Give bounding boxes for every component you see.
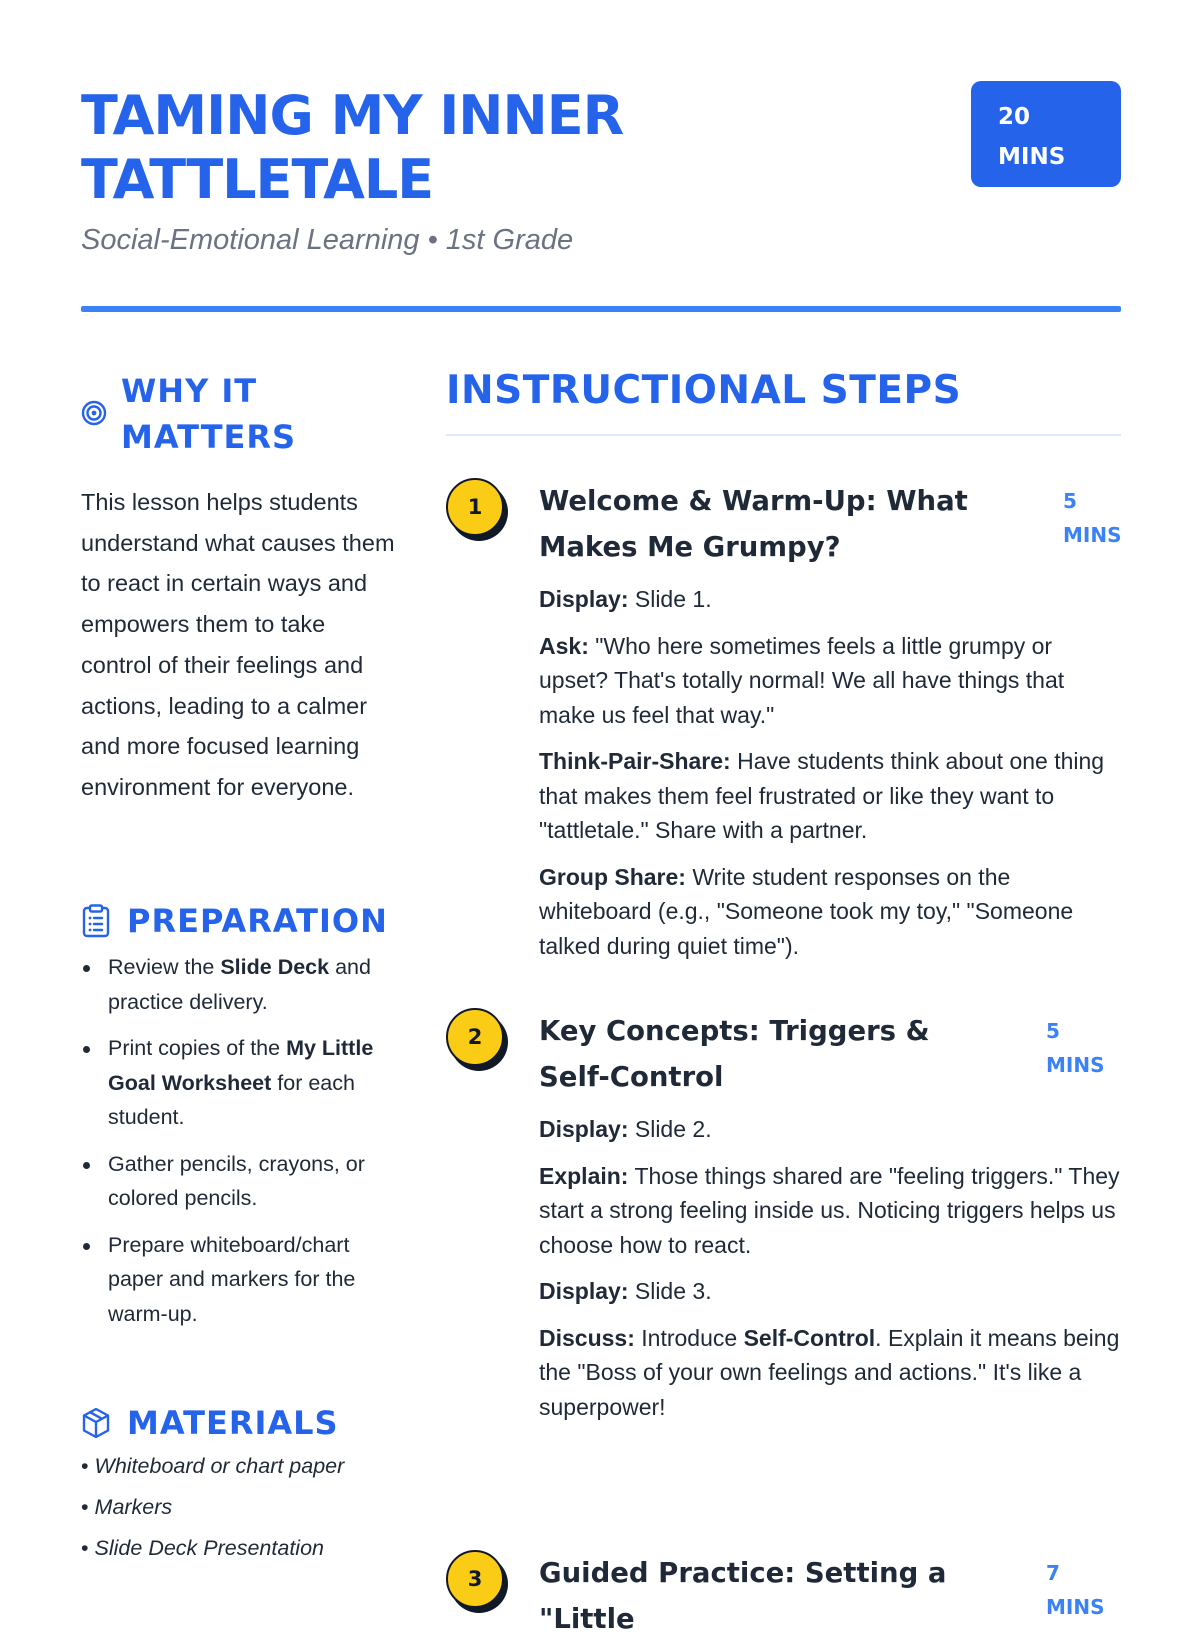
list-item: • Whiteboard or chart paper: [81, 1446, 397, 1487]
step-duration: 7 MINS: [1046, 1561, 1105, 1619]
list-item: Print copies of the My Little Goal Worksheet for each student.: [81, 1031, 397, 1135]
lesson-plan-page: [81, 0, 1122, 1635]
step-body: [539, 478, 1121, 963]
page-title: [81, 84, 841, 212]
list-item: • Slide Deck Presentation: [81, 1528, 397, 1569]
list-item: • Markers: [81, 1487, 397, 1528]
step-duration: 5 MINS: [1063, 489, 1122, 547]
duration-unit: MINS: [998, 144, 1066, 170]
step-paragraph: Display: Slide 1.: [539, 586, 712, 612]
step-title: Key Concepts: Triggers & Self-Control: [539, 1015, 930, 1093]
step-paragraph: Display: Slide 3.: [539, 1278, 712, 1304]
title-line-1: TAMING MY INNER: [81, 84, 624, 147]
list-item: Review the Slide Deck and practice delivery.: [81, 950, 397, 1019]
preparation-list: [81, 950, 397, 1343]
preparation-heading: [81, 902, 388, 940]
step-paragraph: Group Share: Write student responses on the whiteboard (e.g., "Someone took my toy," "Someone talked during quiet time").: [539, 863, 1074, 959]
why-title-line-2: MATTERS: [121, 418, 297, 456]
why-it-matters-heading: [81, 368, 296, 460]
instructional-steps-section: [446, 368, 1122, 1635]
list-item: Gather pencils, crayons, or colored pencils.: [81, 1147, 397, 1216]
duration-badge: [971, 81, 1121, 187]
step-number-badge: 2: [446, 1008, 504, 1066]
step-header: [539, 1550, 1121, 1642]
list-item: Prepare whiteboard/chart paper and markers for the warm-up.: [81, 1228, 397, 1332]
target-icon: [81, 400, 107, 426]
why-it-matters-title: [121, 368, 296, 460]
step-number-badge: 3: [446, 1550, 504, 1608]
materials-title: MATERIALS: [127, 1404, 339, 1442]
step-paragraph: Think-Pair-Share: Have students think about one thing that makes them feel frustrated or like they want to "tattletale." Share with a partner.: [539, 748, 1105, 843]
step-paragraph: Ask: "Who here sometimes feels a little grumpy or upset? That's totally normal! We all have things that make us feel that way.": [539, 632, 1065, 728]
why-it-matters-text: This lesson helps students understand what causes them to react in certain ways and empowers them to take control of their feelings and actions, leading to a calmer and more focused learning environment for everyone.: [81, 489, 395, 800]
header-divider: [81, 306, 1121, 312]
duration-number: 20: [998, 104, 1031, 130]
step-paragraph: Discuss: Introduce Self-Control. Explain it means being the "Boss of your own feelings and actions." It's like a superpower!: [539, 1324, 1120, 1420]
steps-divider: [446, 434, 1121, 436]
clipboard-list-icon: [81, 904, 111, 938]
page-subtitle: Social-Emotional Learning • 1st Grade: [81, 224, 574, 256]
step-paragraph: Explain: Those things shared are "feeling triggers." They start a strong feeling inside us. Noticing triggers helps us choose how to react.: [539, 1162, 1120, 1258]
step-number-badge: 1: [446, 478, 504, 536]
box-icon: [81, 1407, 111, 1439]
step-body: [539, 1008, 1121, 1424]
materials-list: [81, 1446, 397, 1569]
step-paragraph: Display: Slide 2.: [539, 1116, 712, 1142]
step-header: [539, 1008, 1121, 1100]
why-title-line-1: WHY IT: [121, 372, 258, 410]
title-line-2: TATTLETALE: [81, 148, 434, 211]
instructional-steps-title: INSTRUCTIONAL STEPS: [446, 368, 962, 413]
step-title: Welcome & Warm-Up: What Makes Me Grumpy?: [539, 485, 968, 563]
materials-heading: [81, 1404, 339, 1442]
preparation-title: PREPARATION: [127, 902, 388, 940]
step-header: [539, 478, 1121, 570]
step-body: [539, 1550, 1121, 1642]
step-duration: 5 MINS: [1046, 1019, 1105, 1077]
step-title: Guided Practice: Setting a "Little: [539, 1557, 947, 1635]
